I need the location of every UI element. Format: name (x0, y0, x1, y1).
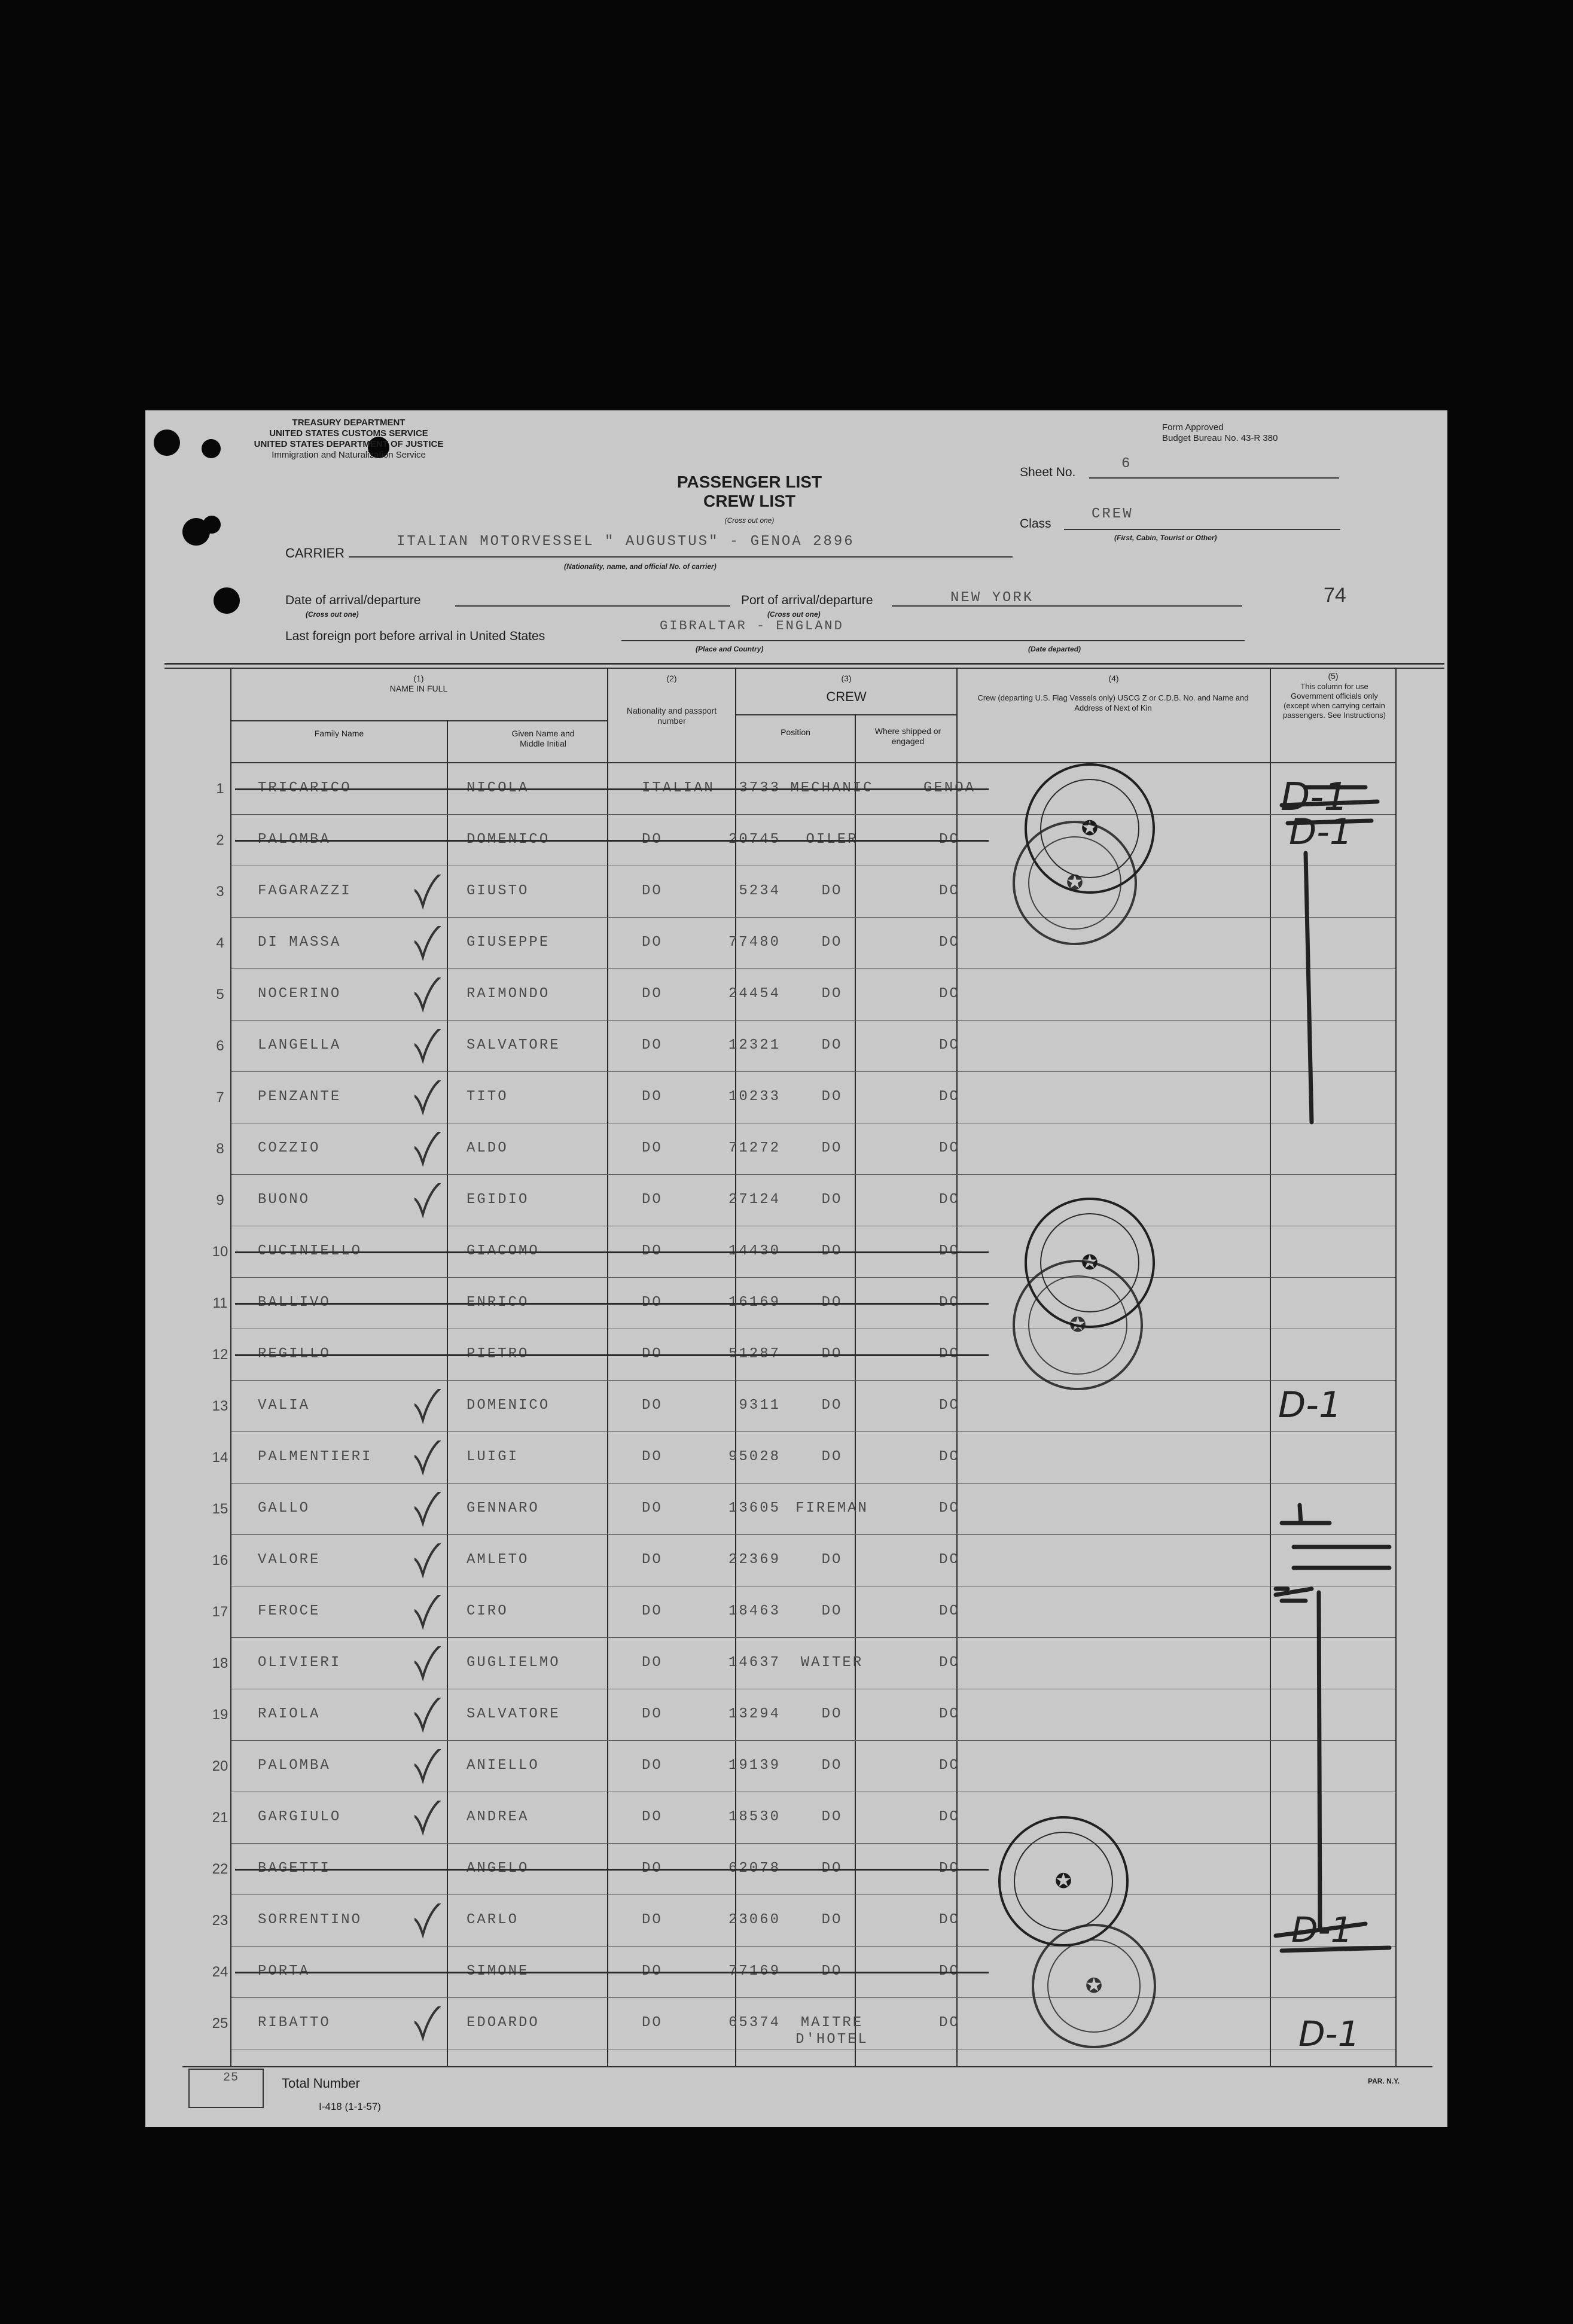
agency-line: UNITED STATES DEPARTMENT OF JUSTICE (254, 439, 444, 449)
where-engaged: DO (939, 1912, 960, 1928)
given-name: RAIMONDO (467, 986, 550, 1002)
row-number: 20 (212, 1758, 228, 1774)
crew-position: WAITER (800, 1655, 864, 1671)
family-name: GARGIULO (258, 1809, 342, 1825)
table-row (145, 815, 1447, 866)
agency-line: TREASURY DEPARTMENT (292, 418, 406, 428)
family-name: OLIVIERI (258, 1655, 342, 1671)
where-engaged: DO (939, 883, 960, 899)
table-row (145, 1432, 1447, 1484)
passport-number: 65374 (728, 2015, 781, 2031)
table-row (145, 1329, 1447, 1381)
nationality: DO (642, 1758, 663, 1774)
col-given-header: Given Name and Middle Initial (511, 729, 575, 748)
checkmark-icon (414, 1440, 443, 1476)
given-name: ANDREA (467, 1809, 529, 1825)
passport-number: 9311 (739, 1397, 781, 1414)
date-arrival-line (455, 605, 730, 607)
table-row (145, 1947, 1447, 1998)
family-name: RAIOLA (258, 1706, 321, 1722)
total-value: 25 (223, 2071, 239, 2085)
col1-title: NAME IN FULL (389, 684, 448, 693)
crew-position: DO (821, 883, 843, 899)
total-box (188, 2069, 264, 2108)
family-name: PALMENTIERI (258, 1449, 373, 1465)
passport-number: 13294 (728, 1706, 781, 1722)
page-number: 74 (1324, 584, 1346, 607)
nationality: DO (642, 2015, 663, 2031)
table-top-rule (164, 663, 1444, 665)
given-name: GIUSEPPE (467, 934, 550, 951)
table-row (145, 1072, 1447, 1123)
crew-position: DO (821, 1552, 843, 1568)
checkmark-icon (414, 1080, 443, 1116)
footer-rule (182, 2066, 1432, 2067)
nationality: DO (642, 1140, 663, 1156)
given-name: EGIDIO (467, 1192, 529, 1208)
carrier-label: CARRIER (285, 546, 345, 561)
crew-header-rule (735, 714, 956, 715)
family-name: PALOMBA (258, 1758, 331, 1774)
row-number: 9 (216, 1192, 224, 1208)
family-name: BUONO (258, 1192, 310, 1208)
form-approved (1162, 422, 1278, 444)
passport-number: 5234 (739, 883, 781, 899)
table-row (145, 1895, 1447, 1947)
nationality: DO (642, 1655, 663, 1671)
strike-through-line (235, 1303, 989, 1305)
where-engaged: DO (939, 2015, 960, 2031)
eagle-seal-icon: ✪ (1069, 1314, 1087, 1336)
table-row (145, 1226, 1447, 1278)
printer-mark: PAR. N.Y. (1368, 2077, 1400, 2085)
crew-position: DO (821, 1037, 843, 1053)
col-family-header: Family Name (314, 729, 364, 738)
passport-number: 12321 (728, 1037, 781, 1053)
col5-num: (5) (1328, 671, 1339, 681)
crew-position: DO (821, 1706, 843, 1722)
family-name: GALLO (258, 1500, 310, 1516)
passport-number: 18463 (728, 1603, 781, 1619)
row-number: 7 (216, 1089, 224, 1105)
row-number: 22 (212, 1861, 228, 1877)
where-engaged: DO (939, 1552, 960, 1568)
d1-mark: D-1 (1298, 2014, 1360, 2054)
given-name: CIRO (467, 1603, 508, 1619)
row-number: 19 (212, 1707, 228, 1723)
form-approved-line: Budget Bureau No. 43-R 380 (1162, 433, 1278, 443)
passport-number: 23060 (728, 1912, 781, 1928)
table-row (145, 866, 1447, 918)
table-row (145, 1792, 1447, 1844)
strike-through-line (235, 1354, 989, 1356)
given-name: DOMENICO (467, 1397, 550, 1414)
punch-hole (182, 518, 210, 546)
crew-position: DO (821, 986, 843, 1002)
class-label: Class (1020, 517, 1051, 531)
crew-position: DO (821, 1089, 843, 1105)
checkmark-icon (414, 1389, 443, 1425)
nationality: DO (642, 1449, 663, 1465)
table-row (145, 1278, 1447, 1329)
checkmark-icon (414, 977, 443, 1013)
given-name: CARLO (467, 1912, 519, 1928)
row-number: 24 (212, 1964, 228, 1980)
table-row (145, 763, 1447, 815)
last-port-line (621, 640, 1245, 641)
class-note: (First, Cabin, Tourist or Other) (1114, 534, 1217, 542)
where-engaged: DO (939, 1655, 960, 1671)
nationality: DO (642, 1912, 663, 1928)
passport-number: 19139 (728, 1758, 781, 1774)
given-name: EDOARDO (467, 2015, 539, 2031)
sheet-line (1089, 477, 1339, 479)
passport-number: 95028 (728, 1449, 781, 1465)
sheet-label: Sheet No. (1020, 465, 1076, 479)
family-name: FEROCE (258, 1603, 321, 1619)
given-name: SALVATORE (467, 1706, 560, 1722)
strike-through-line (235, 840, 989, 842)
table-row (145, 918, 1447, 969)
row-number: 8 (216, 1141, 224, 1157)
nationality: DO (642, 1037, 663, 1053)
port-label: Port of arrival/departure (741, 593, 873, 607)
given-name: AMLETO (467, 1552, 529, 1568)
row-number: 10 (212, 1244, 228, 1260)
passport-number: 14637 (728, 1655, 781, 1671)
table-row (145, 1021, 1447, 1072)
d1-mark: D-1 (1291, 1909, 1353, 1950)
row-number: 17 (212, 1604, 228, 1620)
strike-through-line (235, 788, 989, 790)
strike-through-line (235, 1251, 989, 1253)
table-row (145, 1381, 1447, 1432)
row-number: 15 (212, 1501, 228, 1517)
passport-number: 10233 (728, 1089, 781, 1105)
row-number: 12 (212, 1347, 228, 1363)
col2-num: (2) (666, 674, 677, 683)
where-engaged: DO (939, 1809, 960, 1825)
family-name: RIBATTO (258, 2015, 331, 2031)
row-number: 16 (212, 1552, 228, 1568)
given-name: GIUSTO (467, 883, 529, 899)
table-row (145, 969, 1447, 1021)
given-name: TITO (467, 1089, 508, 1105)
crew-position: DO (821, 1397, 843, 1414)
crew-position: DO (821, 1603, 843, 1619)
where-engaged: DO (939, 934, 960, 951)
carrier-note: (Nationality, name, and official No. of carrier) (564, 562, 717, 571)
row-number: 3 (216, 884, 224, 900)
crew-position: DO (821, 1140, 843, 1156)
checkmark-icon (414, 1698, 443, 1734)
nationality: DO (642, 1397, 663, 1414)
where-engaged: DO (939, 1758, 960, 1774)
name-header-rule (231, 720, 607, 721)
agency-header (175, 418, 522, 461)
col1-header (230, 674, 607, 694)
d1-mark: D-1 (1289, 811, 1353, 853)
row-number: 14 (212, 1449, 228, 1466)
d1-mark: D-1 (1281, 775, 1349, 820)
checkmark-icon (414, 1132, 443, 1168)
col4-num: (4) (1108, 674, 1119, 683)
checkmark-icon (414, 1903, 443, 1939)
table-row (145, 1484, 1447, 1535)
nationality: DO (642, 1603, 663, 1619)
class-value: CREW (1092, 506, 1133, 522)
family-name: VALIA (258, 1397, 310, 1414)
row-number: 4 (216, 935, 224, 951)
checkmark-icon (414, 1646, 443, 1682)
agency-line: Immigration and Naturalization Service (272, 450, 426, 460)
class-line (1064, 529, 1340, 530)
eagle-seal-icon: ✪ (1054, 1871, 1072, 1893)
row-number: 2 (216, 832, 224, 848)
port-value: NEW YORK (950, 590, 1034, 606)
family-name: DI MASSA (258, 934, 342, 951)
where-engaged: DO (939, 1706, 960, 1722)
family-name: LANGELLA (258, 1037, 342, 1053)
title-passenger-list: PASSENGER LIST (676, 473, 822, 491)
strike-through-line (235, 1972, 989, 1973)
where-engaged: DO (939, 1500, 960, 1516)
nationality: DO (642, 1809, 663, 1825)
checkmark-icon (414, 1595, 443, 1631)
given-name: GUGLIELMO (467, 1655, 560, 1671)
table-row (145, 1998, 1447, 2049)
family-name: PENZANTE (258, 1089, 342, 1105)
given-name: GENNARO (467, 1500, 539, 1516)
family-name: VALORE (258, 1552, 321, 1568)
checkmark-icon (414, 1801, 443, 1836)
consulate-stamp (1032, 1924, 1156, 2048)
passport-number: 71272 (728, 1140, 781, 1156)
checkmark-icon (414, 926, 443, 962)
form-approved-line: Form Approved (1162, 422, 1224, 432)
strike-through-line (235, 1869, 989, 1871)
nationality: DO (642, 1706, 663, 1722)
form-title (624, 473, 875, 530)
crew-list-form (145, 410, 1447, 2127)
where-engaged: DO (939, 1140, 960, 1156)
nationality: DO (642, 1552, 663, 1568)
crew-position: FIREMAN (795, 1500, 868, 1516)
col5-header: This column for use Government officials only (except when carrying certain passengers. See Instructions) (1283, 682, 1386, 720)
col-position-header: Position (781, 727, 810, 737)
passport-number: 13605 (728, 1500, 781, 1516)
given-name: ALDO (467, 1140, 508, 1156)
punch-hole (214, 587, 240, 614)
row-number: 5 (216, 986, 224, 1003)
crew-position: DO (821, 1809, 843, 1825)
row-number: 21 (212, 1810, 228, 1826)
eagle-seal-icon: ✪ (1081, 1252, 1099, 1274)
checkmark-icon (414, 1749, 443, 1785)
where-engaged: DO (939, 1037, 960, 1053)
place-note: (Place and Country) (696, 645, 764, 653)
given-name: LUIGI (467, 1449, 519, 1465)
where-engaged: DO (939, 1603, 960, 1619)
family-name: COZZIO (258, 1140, 321, 1156)
date-arrival-note: (Cross out one) (306, 610, 359, 619)
where-engaged: DO (939, 1449, 960, 1465)
table-top-rule (164, 668, 1444, 669)
crew-position: DO (821, 934, 843, 951)
crew-position: DO (821, 1192, 843, 1208)
col3-header: CREW (826, 689, 867, 704)
col3-num: (3) (841, 674, 852, 683)
nationality: DO (642, 1089, 663, 1105)
table-row (145, 1535, 1447, 1586)
nationality: DO (642, 1500, 663, 1516)
col1-num: (1) (413, 674, 424, 683)
eagle-seal-icon: ✪ (1066, 872, 1084, 894)
table-row (145, 1175, 1447, 1226)
title-note: (Cross out one) (724, 516, 775, 525)
given-name: ANIELLO (467, 1758, 539, 1774)
col-where-header: Where shipped or engaged (874, 726, 941, 746)
row-number: 23 (212, 1912, 228, 1929)
crew-position: MAITRE D'HOTEL (795, 2015, 868, 2048)
passport-number: 24454 (728, 986, 781, 1002)
given-name: SALVATORE (467, 1037, 560, 1053)
where-engaged: DO (939, 1192, 960, 1208)
consulate-stamp (1013, 1260, 1143, 1390)
row-number: 18 (212, 1655, 228, 1671)
table-row (145, 1586, 1447, 1638)
table-row (145, 1741, 1447, 1792)
last-port-label: Last foreign port before arrival in United States (285, 629, 545, 643)
passport-number: 27124 (728, 1192, 781, 1208)
crew-position: DO (821, 1758, 843, 1774)
total-label: Total Number (282, 2076, 360, 2091)
passport-number: 77480 (728, 934, 781, 951)
row-number: 1 (216, 781, 224, 797)
checkmark-icon (414, 1029, 443, 1065)
eagle-seal-icon: ✪ (1081, 818, 1099, 840)
date-departed-note: (Date departed) (1028, 645, 1081, 653)
port-note: (Cross out one) (767, 610, 821, 619)
port-line (892, 605, 1242, 607)
d1-mark: D-1 (1278, 1384, 1342, 1426)
family-name: NOCERINO (258, 986, 342, 1002)
crew-position: DO (821, 1912, 843, 1928)
where-engaged: DO (939, 986, 960, 1002)
carrier-line (349, 556, 1013, 558)
crew-position: DO (821, 1449, 843, 1465)
table-row (145, 1123, 1447, 1175)
checkmark-icon (414, 1183, 443, 1219)
checkmark-icon (414, 2006, 443, 2042)
where-engaged: DO (939, 1397, 960, 1414)
where-engaged: DO (939, 1089, 960, 1105)
date-arrival-label: Date of arrival/departure (285, 593, 421, 607)
family-name: FAGARAZZI (258, 883, 352, 899)
eagle-seal-icon: ✪ (1085, 1975, 1103, 1997)
row-number: 25 (212, 2015, 228, 2031)
nationality: DO (642, 986, 663, 1002)
title-crew-list: CREW LIST (703, 492, 795, 510)
agency-line: UNITED STATES CUSTOMS SERVICE (269, 428, 428, 438)
last-port-value: GIBRALTAR - ENGLAND (660, 619, 844, 633)
nationality: DO (642, 934, 663, 951)
form-id: I-418 (1-1-57) (319, 2101, 381, 2112)
col2-header: Nationality and passport number (626, 706, 717, 726)
row-number: 11 (212, 1295, 228, 1311)
consulate-stamp (1013, 821, 1137, 945)
nationality: DO (642, 1192, 663, 1208)
row-number: 13 (212, 1398, 228, 1414)
nationality: DO (642, 883, 663, 899)
table-row (145, 1689, 1447, 1741)
table-row (145, 1844, 1447, 1895)
sheet-value: 6 (1121, 456, 1132, 472)
row-number: 6 (216, 1038, 224, 1054)
col4-header: Crew (departing U.S. Flag Vessels only) USCG Z or C.D.B. No. and Name and Address of Next of Kin (977, 693, 1249, 712)
checkmark-icon (414, 1543, 443, 1579)
table-row (145, 1638, 1447, 1689)
checkmark-icon (414, 1492, 443, 1528)
family-name: SORRENTINO (258, 1912, 362, 1928)
carrier-value: ITALIAN MOTORVESSEL " AUGUSTUS" - GENOA 2896 (397, 534, 855, 550)
passport-number: 18530 (728, 1809, 781, 1825)
checkmark-icon (414, 875, 443, 910)
passport-number: 22369 (728, 1552, 781, 1568)
